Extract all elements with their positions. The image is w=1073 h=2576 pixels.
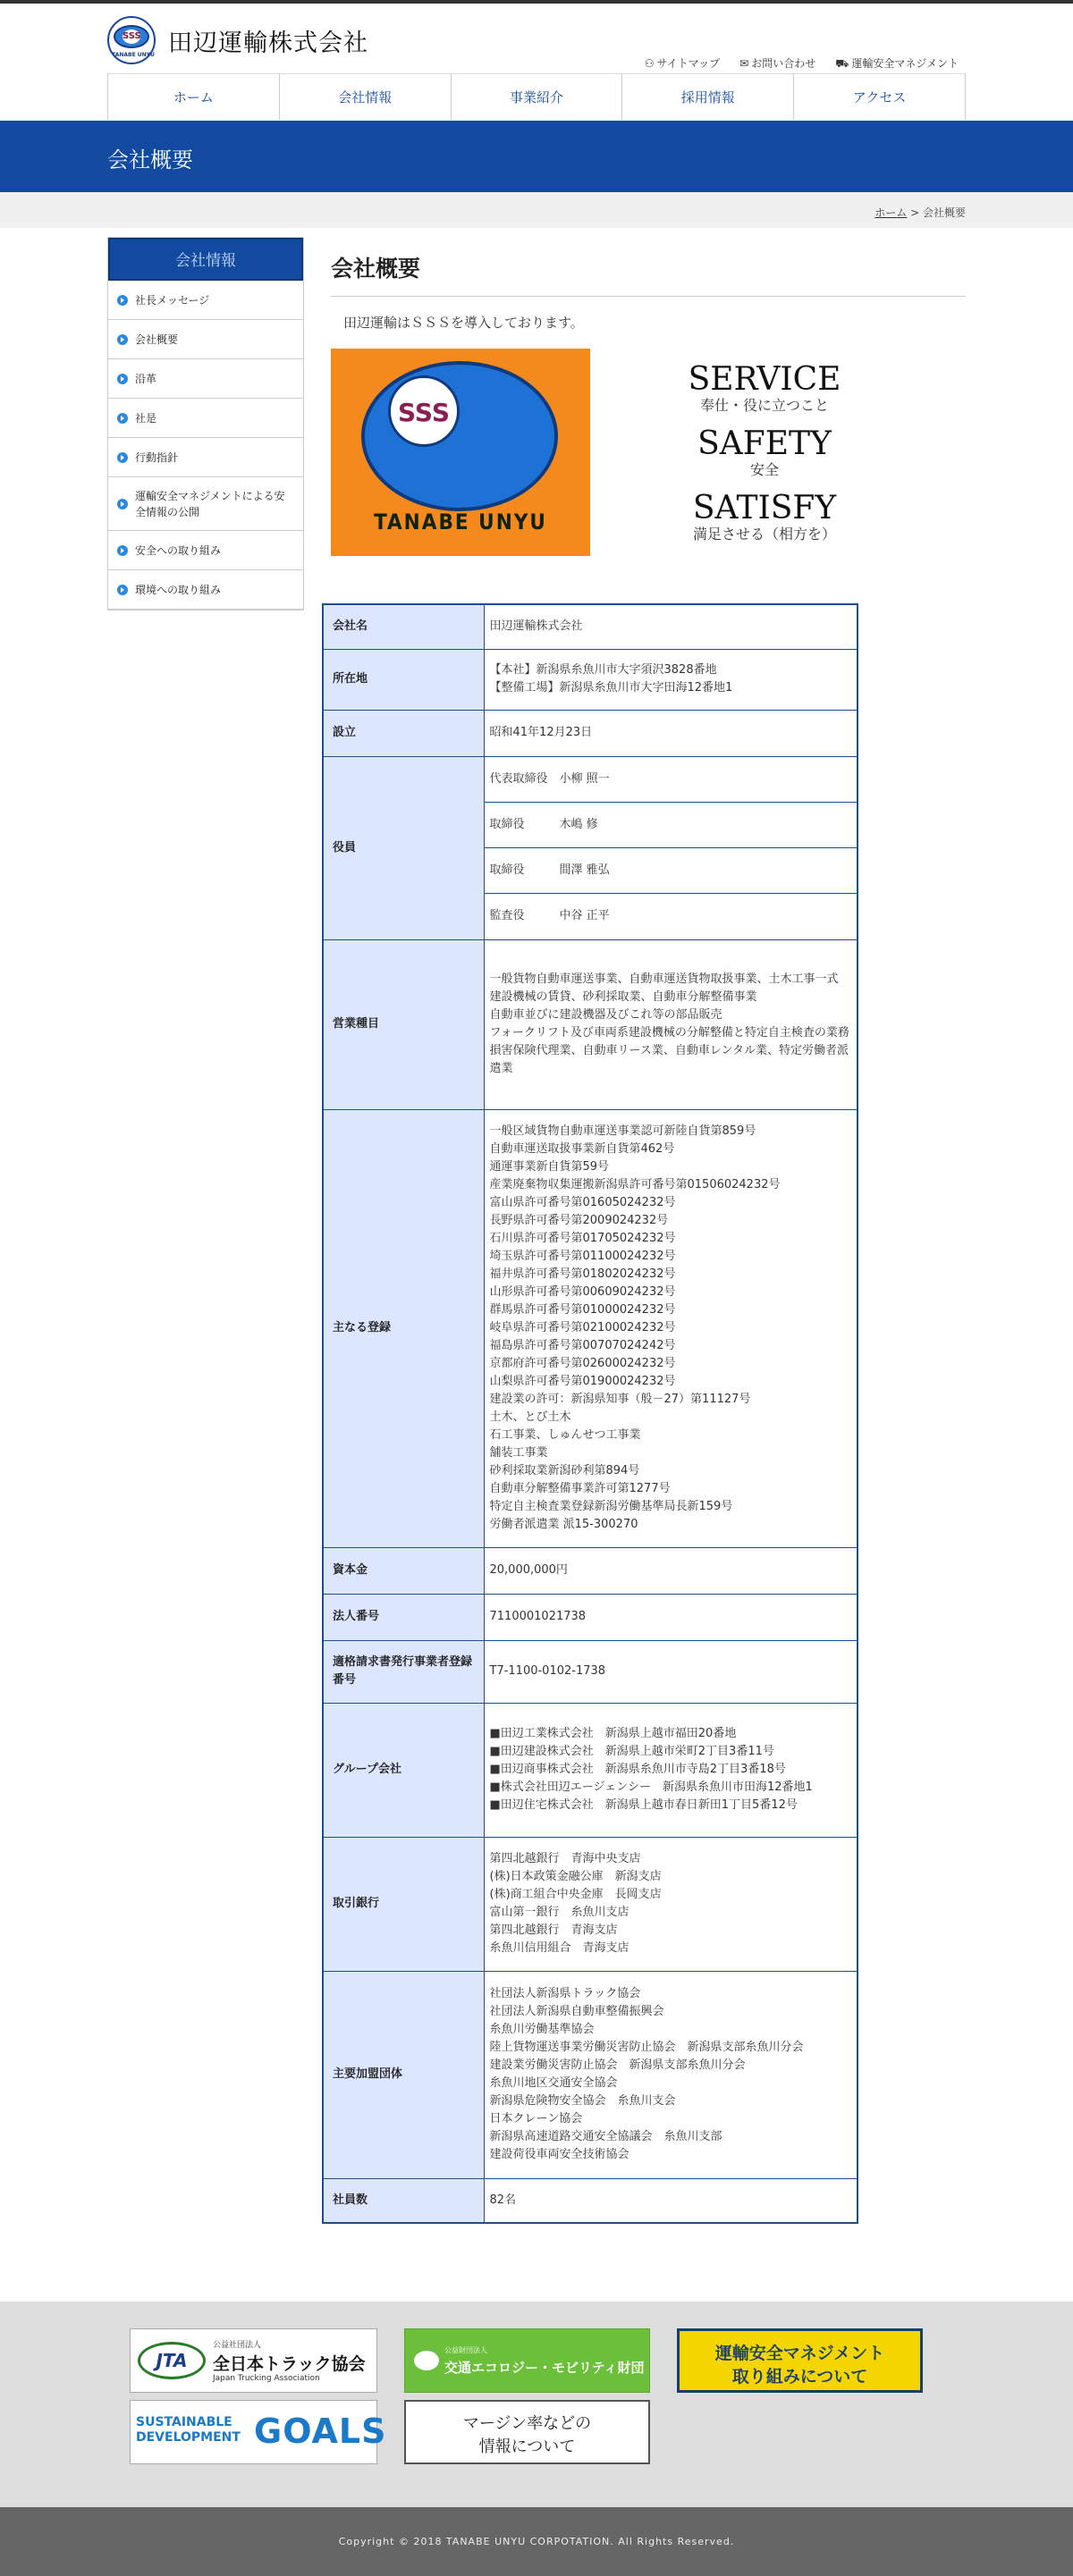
company-info-table	[322, 603, 858, 2224]
officer-role: 取締役	[489, 818, 525, 831]
officer-name: 木嶋 修	[559, 818, 598, 831]
registration-line: 通運事業新自貨第59号	[489, 1160, 610, 1174]
emblem-sss: SSS	[123, 29, 140, 44]
sidebar	[107, 237, 304, 610]
sidebar-item-label: 会社概要	[135, 333, 179, 346]
row-value: 20,000,000円	[484, 1547, 858, 1594]
sidebar-item-label: 運輸安全マネジメントによる安全情報の公開	[135, 489, 285, 518]
officer-role: 取締役	[489, 863, 525, 877]
table-row	[323, 1837, 858, 1971]
sss-logo-image	[331, 349, 590, 556]
safety-line-2: 取り組みについて	[731, 2367, 868, 2387]
registration-line: 石川県許可番号第01705024232号	[489, 1232, 676, 1245]
registration-line: 埼玉県許可番号第01100024232号	[489, 1250, 676, 1263]
nav-business[interactable]: 事業紹介	[452, 73, 623, 120]
officer-role: 監査役	[489, 909, 525, 923]
membership-line: 糸魚川労働基準協会	[489, 2023, 595, 2036]
margin-line-2: 情報について	[478, 2437, 576, 2456]
business-line: 一般貨物自動車運送事業、自動車運送貨物取扱事業、土木工事一式	[489, 972, 839, 986]
registration-line: 建設業の許可：新潟県知事（般－27）第11127号	[489, 1393, 751, 1406]
business-line: 建設機械の賃貸、砂利採取業、自動車分解整備事業	[489, 990, 757, 1004]
arrow-circle-icon	[117, 499, 128, 509]
row-value: 82名	[484, 2178, 858, 2223]
sidebar-item-safety[interactable]	[108, 531, 303, 570]
eco-banner[interactable]	[404, 2328, 650, 2393]
util-contact[interactable]	[739, 55, 815, 72]
arrow-circle-icon	[117, 374, 128, 384]
company-emblem-icon	[107, 16, 156, 64]
page-title: 会社概要	[331, 251, 966, 297]
sidebar-item-guideline[interactable]	[108, 438, 303, 477]
intro-text: 田辺運輸はＳＳＳを導入しております。	[343, 315, 584, 331]
officer-row	[485, 757, 858, 803]
membership-line: 新潟県危険物安全協会 糸魚川支会	[489, 2094, 676, 2108]
registration-line: 福島県許可番号第00707024242号	[489, 1339, 676, 1352]
safety-management-banner[interactable]	[677, 2328, 923, 2393]
officer-name: 小柳 照一	[559, 771, 610, 786]
row-label: 資本金	[323, 1547, 484, 1594]
row-value	[484, 649, 858, 710]
registration-line: 山形県許可番号第00609024232号	[489, 1285, 676, 1299]
registration-line: 舗装工事業	[489, 1446, 548, 1460]
sdgs-banner[interactable]	[130, 2400, 387, 2464]
margin-line-1: マージン率などの	[462, 2414, 592, 2433]
table-row	[323, 1547, 858, 1594]
table-row	[323, 756, 858, 939]
copyright: Copyright © 2018 TANABE UNYU CORPOTATION. All Rights Reserved.	[338, 2536, 735, 2547]
officer-row	[485, 894, 858, 939]
membership-line: 陸上貨物運送事業労働災害防止協会 新潟県支部糸魚川分会	[489, 2041, 804, 2054]
jta-logo-icon: JTA	[138, 2342, 206, 2379]
row-label: グループ会社	[323, 1703, 484, 1837]
registration-line: 砂利採取業新潟砂利第894号	[489, 1464, 640, 1477]
global-nav	[107, 73, 966, 120]
registration-line: 京都府許可番号第02600024232号	[489, 1357, 676, 1370]
margin-info-banner[interactable]	[404, 2400, 650, 2464]
page-banner	[0, 121, 1073, 192]
motto-en: SATISFY	[692, 490, 837, 526]
utility-links	[645, 55, 959, 72]
address-line: 【整備工場】新潟県糸魚川市大字田海12番地1	[489, 681, 733, 695]
company-name: 田辺運輸株式会社	[168, 29, 368, 57]
mail-icon: ✉	[739, 57, 749, 70]
group-line: ■田辺工業株式会社 新潟県上越市福田20番地	[489, 1727, 737, 1740]
row-value	[484, 1703, 858, 1837]
table-row	[323, 1640, 858, 1703]
table-row	[323, 1594, 858, 1640]
group-line: ■田辺住宅株式会社 新潟県上越市春日新田1丁目5番12号	[489, 1798, 798, 1812]
row-value	[484, 1837, 858, 1971]
row-value: 昭和41年12月23日	[484, 710, 858, 756]
registration-line: 山梨県許可番号第01900024232号	[489, 1375, 676, 1388]
membership-line: 社団法人新潟県トラック協会	[489, 1987, 641, 2000]
arrow-circle-icon	[117, 295, 128, 306]
row-label: 営業種目	[323, 939, 484, 1109]
eco-small: 公益財団法人	[444, 2346, 487, 2354]
breadcrumb-home[interactable]: ホーム	[874, 206, 908, 219]
row-value	[484, 756, 858, 939]
footer	[0, 2507, 1073, 2576]
arrow-circle-icon	[117, 413, 128, 424]
membership-line: 日本クレーン協会	[489, 2112, 583, 2126]
jta-en: Japan Trucking Association	[213, 2374, 320, 2383]
jta-banner[interactable]	[130, 2328, 377, 2393]
row-label: 設立	[323, 710, 484, 756]
sss-mark: SSS	[388, 375, 460, 447]
row-label: 適格請求書発行事業者登録番号	[323, 1640, 484, 1703]
registration-line: 一般区域貨物自動車運送事業認可新陸自貨第859号	[489, 1124, 756, 1138]
arrow-circle-icon	[117, 334, 128, 345]
registration-line: 自動車運送取扱事業新自貨第462号	[489, 1142, 675, 1156]
registration-line: 特定自主検査業登録新潟労働基準局長新159号	[489, 1500, 733, 1513]
sidebar-item-label: 社長メッセージ	[135, 294, 210, 307]
motto-en: SERVICE	[688, 361, 841, 398]
membership-line: 新潟県高速道路交通安全協議会 糸魚川支部	[489, 2130, 722, 2143]
registration-line: 自動車分解整備事業許可第1277号	[489, 1482, 671, 1495]
bank-line: 糸魚川信用組合 青海支店	[489, 1941, 629, 1955]
arrow-circle-icon	[117, 545, 128, 556]
sidebar-item-label: 安全への取り組み	[135, 544, 222, 557]
sidebar-item-message[interactable]	[108, 281, 303, 320]
arrow-circle-icon	[117, 585, 128, 595]
table-row	[323, 939, 858, 1109]
table-row	[323, 649, 858, 710]
sss-logo-text: TANABE UNYU	[374, 509, 547, 535]
sidebar-item-label: 沿革	[135, 373, 157, 385]
membership-line: 社団法人新潟県自動車整備振興会	[489, 2005, 664, 2018]
sidebar-item-overview[interactable]	[108, 320, 303, 359]
business-line: 損害保険代理業、自動車リース業、自動車レンタル業、特定労働者派遣業	[489, 1044, 849, 1075]
banner-title: 会社概要	[107, 147, 193, 173]
bank-line: (株)日本政策金融公庫 新潟支店	[489, 1870, 662, 1883]
nav-recruit[interactable]: 採用情報	[622, 73, 794, 120]
sidebar-item-history[interactable]	[108, 359, 303, 399]
breadcrumb-sep: >	[907, 206, 923, 219]
row-label: 取引銀行	[323, 1837, 484, 1971]
bank-line: (株)商工組合中央金庫 長岡支店	[489, 1888, 662, 1901]
membership-line: 建設荷役車両安全技術協会	[489, 2148, 629, 2161]
row-value: T7-1100-0102-1738	[484, 1640, 858, 1703]
truck-icon: ⛟	[835, 57, 849, 70]
sdg-line-2: DEVELOPMENT	[136, 2430, 241, 2445]
breadcrumb-current: 会社概要	[922, 206, 966, 219]
sidebar-item-label: 行動指針	[135, 451, 179, 464]
group-line: ■株式会社田辺エージェンシー 新潟県糸魚川市田海12番地1	[489, 1780, 813, 1794]
row-value: 田辺運輸株式会社	[484, 604, 858, 649]
registration-line: 富山県許可番号第01605024232号	[489, 1196, 676, 1209]
row-label: 主なる登録	[323, 1109, 484, 1547]
bank-line: 第四北越銀行 青海支店	[489, 1924, 618, 1937]
officer-row	[485, 848, 858, 894]
nav-company[interactable]: 会社情報	[280, 73, 452, 120]
sidebar-item-motto[interactable]	[108, 399, 303, 438]
util-safety[interactable]	[835, 55, 959, 72]
row-label: 主要加盟団体	[323, 1971, 484, 2178]
registration-line: 長野県許可番号第2009024232号	[489, 1214, 669, 1227]
registration-line: 石工事業、しゅんせつ工事業	[489, 1428, 641, 1442]
util-label: お問い合わせ	[751, 57, 816, 70]
table-row	[323, 1971, 858, 2178]
jta-small: 公益社団法人	[213, 2341, 262, 2350]
sidebar-item-environment[interactable]	[108, 570, 303, 610]
bank-line: 第四北越銀行 青海中央支店	[489, 1852, 641, 1865]
table-row	[323, 1703, 858, 1837]
sdgs-goals-logo: GOALS	[254, 2412, 387, 2451]
bank-line: 富山第一銀行 糸魚川支店	[489, 1906, 629, 1919]
main-content	[331, 237, 966, 2207]
registration-line: 土木、とび土木	[489, 1410, 571, 1424]
header	[0, 4, 1073, 73]
row-value	[484, 1109, 858, 1547]
registration-line: 群馬県許可番号第01000024232号	[489, 1303, 676, 1317]
site-logo[interactable]	[107, 16, 368, 64]
sss-mottos	[671, 362, 858, 555]
membership-line: 建設業労働災害防止協会 新潟県支部糸魚川分会	[489, 2058, 746, 2072]
motto-ja: 満足させる（相方を）	[692, 526, 836, 543]
util-label: 運輸安全マネジメント	[851, 57, 959, 70]
row-value	[484, 939, 858, 1109]
row-value: 7110001021738	[484, 1594, 858, 1640]
util-label: サイトマップ	[656, 57, 721, 70]
sidebar-item-label: 社是	[135, 412, 157, 425]
nav-access[interactable]: アクセス	[794, 73, 966, 120]
table-row	[323, 604, 858, 649]
officer-name: 中谷 正平	[559, 909, 610, 923]
sdg-line-1: SUSTAINABLE	[136, 2415, 232, 2429]
address-line: 【本社】新潟県糸魚川市大字須沢3828番地	[489, 663, 717, 677]
membership-line: 糸魚川地区交通安全協会	[489, 2076, 618, 2090]
row-label: 法人番号	[323, 1594, 484, 1640]
row-value	[484, 1971, 858, 2178]
table-row	[323, 710, 858, 756]
officer-row	[485, 803, 858, 848]
registration-line: 産業廃棄物収集運搬新潟県許可番号第01506024232号	[489, 1178, 781, 1191]
table-row	[323, 2178, 858, 2223]
emblem-sub: TANABE UNYU	[112, 52, 155, 58]
breadcrumb	[0, 192, 1073, 228]
row-label: 役員	[323, 756, 484, 939]
nav-home[interactable]: ホーム	[108, 73, 280, 120]
officer-name: 間澤 雅弘	[559, 863, 610, 877]
footer-banners	[0, 2302, 1073, 2507]
sidebar-item-label: 環境への取り組み	[135, 584, 222, 596]
row-label: 所在地	[323, 649, 484, 710]
group-line: ■田辺建設株式会社 新潟県上越市栄町2丁目3番11号	[489, 1745, 774, 1758]
business-line: 自動車並びに建設機器及びこれ等の部品販売	[489, 1008, 722, 1022]
group-line: ■田辺商事株式会社 新潟県糸魚川市寺島2丁目3番18号	[489, 1763, 786, 1776]
officer-role: 代表取締役	[489, 771, 548, 786]
safety-line-1: 運輸安全マネジメント	[714, 2344, 885, 2363]
row-label: 社員数	[323, 2178, 484, 2223]
registration-line: 福井県許可番号第01802024232号	[489, 1267, 676, 1281]
business-line: フォークリフト及び車両系建設機械の分解整備と特定自主検査の業務	[489, 1026, 849, 1040]
eco-leaf-icon	[414, 2351, 439, 2370]
table-row	[323, 1109, 858, 1547]
registration-line: 労働者派遣業 派15-300270	[489, 1518, 638, 1531]
sidebar-item-safety-management[interactable]	[108, 477, 303, 531]
motto-ja: 安全	[749, 461, 779, 478]
motto-en: SAFETY	[697, 425, 832, 462]
registration-line: 岐阜県許可番号第02100024232号	[489, 1321, 676, 1334]
util-sitemap[interactable]	[645, 55, 720, 72]
sitemap-icon: ⚇	[644, 57, 655, 70]
jta-name: 全日本トラック協会	[213, 2354, 366, 2374]
sidebar-title[interactable]: 会社情報	[108, 238, 303, 281]
motto-ja: 奉仕・役に立つこと	[699, 397, 829, 414]
eco-name: 交通エコロジー・モビリティ財団	[444, 2360, 645, 2376]
row-label: 会社名	[323, 604, 484, 649]
arrow-circle-icon	[117, 452, 128, 463]
